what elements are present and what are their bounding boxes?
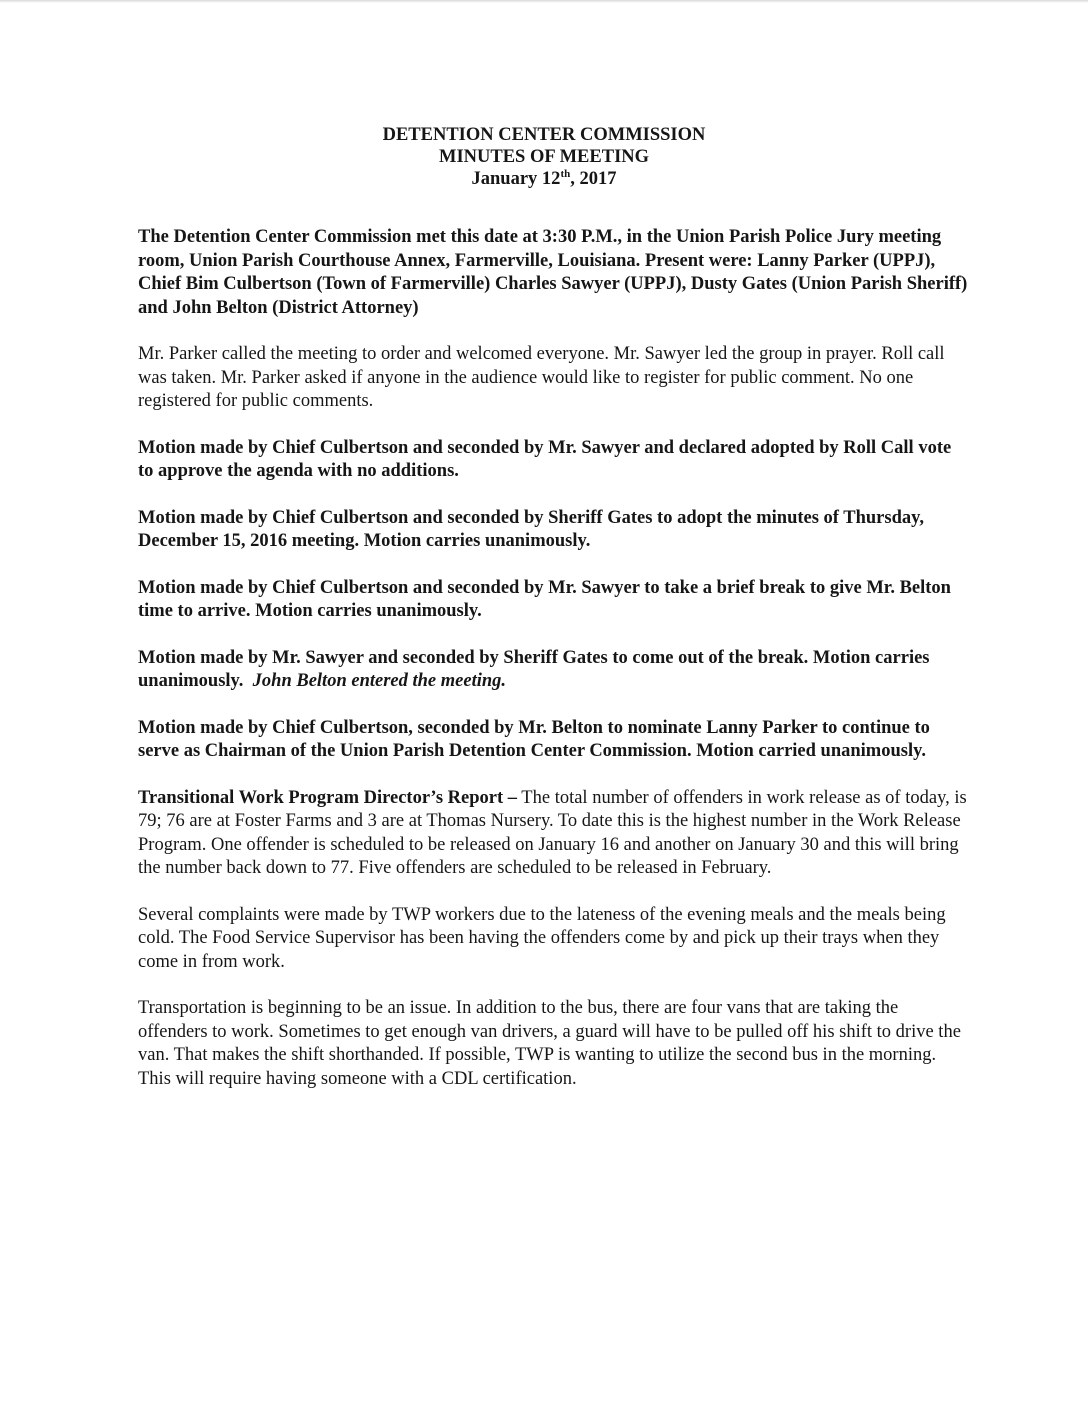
motion-resume-note: John Belton entered the meeting.: [252, 671, 507, 691]
complaints-paragraph: Several complaints were made by TWP workers due to the lateness of the evening meals and the meals being cold. The Food Service Supervisor has been having the offenders come by and pick up their trays when they come in from work.: [138, 904, 946, 972]
report-heading: Transitional Work Program Director’s Report –: [138, 787, 518, 808]
motion-minutes-paragraph: Motion made by Chief Culbertson and seconded by Sheriff Gates to adopt the minutes of Thursday, December 15, 2016 meeting. Motion carries unanimously.: [138, 507, 924, 551]
report-body: The total number of offenders in work release as of today, is 79; 76 are at Foster Farms and 3 are at Thomas Nursery. To date this is the highest number in the Work Release Program. One offender is scheduled to be released on January 16 and another on January 30 and this will bring the number back down to 77. Five offenders are scheduled to be released in February.: [138, 787, 967, 878]
motion-agenda-paragraph: Motion made by Chief Culbertson and seconded by Mr. Sawyer and declared adopted by Roll Call vote to approve the agenda with no additions.: [138, 437, 952, 481]
report-paragraph: [138, 787, 970, 881]
intro-paragraph: The Detention Center Commission met this date at 3:30 P.M., in the Union Parish Police Jury meeting room, Union Parish Courthouse Annex, Farmerville, Louisiana. Present were: Lanny Parker (UPPJ), Chief Bim Culbertson (Town of Farmerville) Charles Sawyer (UPPJ), Dusty Gates (Union Parish Sheriff) and John Belton (District Attorney): [138, 227, 968, 318]
motion-break-paragraph: Motion made by Chief Culbertson and seconded by Mr. Sawyer to take a brief break to give Mr. Belton time to arrive. Motion carries unanimously.: [138, 577, 951, 621]
date-suffix: , 2017: [570, 169, 617, 189]
header-title: DETENTION CENTER COMMISSION: [382, 125, 706, 145]
document-header: [0, 124, 1088, 190]
header-date: [0, 168, 1088, 190]
motion-chairman-paragraph: Motion made by Chief Culbertson, seconded by Mr. Belton to nominate Lanny Parker to continue to serve as Chairman of the Union Parish Detention Center Commission. Motion carried unanimously.: [138, 717, 930, 761]
document-body: [138, 226, 970, 1114]
call-to-order-paragraph: Mr. Parker called the meeting to order and welcomed everyone. Mr. Sawyer led the group in prayer. Roll call was taken. Mr. Parker asked if anyone in the audience would like to register for public comment. No one registered for public comments.: [138, 344, 945, 411]
date-prefix: January 12: [471, 169, 561, 189]
scan-edge: [0, 0, 1088, 3]
header-subtitle: MINUTES OF MEETING: [438, 147, 650, 167]
date-superscript: th: [560, 167, 571, 180]
transportation-paragraph: Transportation is beginning to be an issue. In addition to the bus, there are four vans that are taking the offenders to work. Sometimes to get enough van drivers, a guard will have to be pulled off his shift to drive the van. That makes the shift shorthanded. If possible, TWP is wanting to utilize the second bus in the morning. This will require having someone with a CDL certification.: [138, 998, 961, 1089]
motion-resume-text: Motion made by Mr. Sawyer and seconded by Sheriff Gates to come out of the break. Motion carries unanimously.: [138, 647, 930, 691]
motion-resume-paragraph: [138, 647, 970, 694]
